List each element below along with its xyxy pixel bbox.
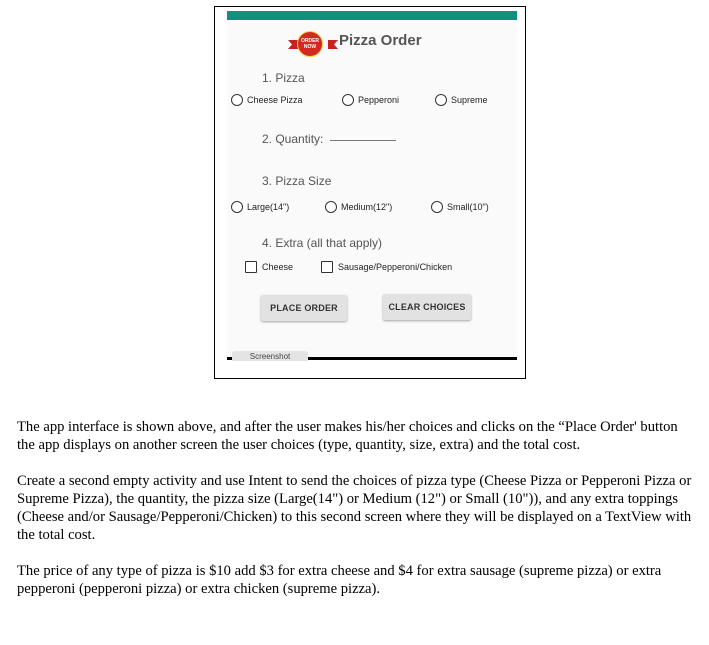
size-section-label: 3. Pizza Size [262,174,332,188]
radio-label: Pepperoni [358,95,400,105]
radio-label: Small(10") [447,202,489,212]
radio-supreme[interactable] [435,91,488,109]
radio-cheese-pizza[interactable] [231,91,303,109]
place-order-button[interactable]: PLACE ORDER [261,295,347,321]
extra-checkbox-group [245,258,530,276]
app-top-bar [227,11,517,20]
order-now-logo-icon [285,31,341,57]
radio-label: Large(14") [247,202,290,212]
radio-circle-icon[interactable] [325,201,337,213]
radio-pepperoni[interactable] [342,91,399,109]
clear-choices-button[interactable]: CLEAR CHOICES [383,294,471,320]
quantity-label: 2. Quantity: [262,132,324,146]
checkbox-cheese[interactable] [245,258,293,276]
radio-circle-icon[interactable] [231,94,243,106]
checkbox-sausage-pepperoni-chicken[interactable] [321,258,452,276]
pizza-section-label: 1. Pizza [262,71,305,85]
paragraph: The app interface is shown above, and after the user makes his/her choices and clicks on the “Place Order' button the app displays on another screen the user choices (type, quantity, size, extra) and the total cost. [17,419,678,453]
checkbox-square-icon[interactable] [245,261,257,273]
quantity-input[interactable] [330,140,396,141]
radio-label: Cheese Pizza [247,95,303,105]
checkbox-label: Cheese [262,262,294,272]
radio-circle-icon[interactable] [431,201,443,213]
app-title: Pizza Order [339,32,422,49]
checkbox-square-icon[interactable] [321,261,333,273]
radio-small[interactable] [431,198,489,216]
pizza-radio-group [231,91,516,109]
extra-section-label: 4. Extra (all that apply) [262,236,383,250]
radio-circle-icon[interactable] [231,201,243,213]
logo-line1: ORDER [300,38,320,44]
radio-large[interactable] [231,198,289,216]
paragraph: Create a second empty activity and use Intent to send the choices of pizza type (Cheese Pizza or Pepperoni Pizza or Supreme Pizza), the quantity, the pizza size (Large(14") or Medium (12") or Small (10")), and any extra toppings (Cheese and/or Sausage/Pepperoni/Chicken) to this second screen where they will be displayed on a TextView with the total cost. [17,473,692,543]
screenshot-tab: Screenshot [232,351,308,361]
radio-circle-icon[interactable] [342,94,354,106]
screenshot-frame [214,6,526,379]
app-header [227,29,517,59]
radio-circle-icon[interactable] [435,94,447,106]
paragraph: The price of any type of pizza is $10 add $3 for extra cheese and $4 for extra sausage (supreme pizza) or extra pepperoni (pepperoni pizza) or extra chicken (supreme pizza). [17,563,662,597]
instructions-text [17,418,697,616]
logo-line2: NOW [303,44,317,50]
radio-label: Medium(12") [341,202,393,212]
radio-label: Supreme [451,95,488,105]
app-screen [227,11,517,359]
size-radio-group [231,198,516,216]
checkbox-label: Sausage/Pepperoni/Chicken [338,262,453,272]
radio-medium[interactable] [325,198,392,216]
